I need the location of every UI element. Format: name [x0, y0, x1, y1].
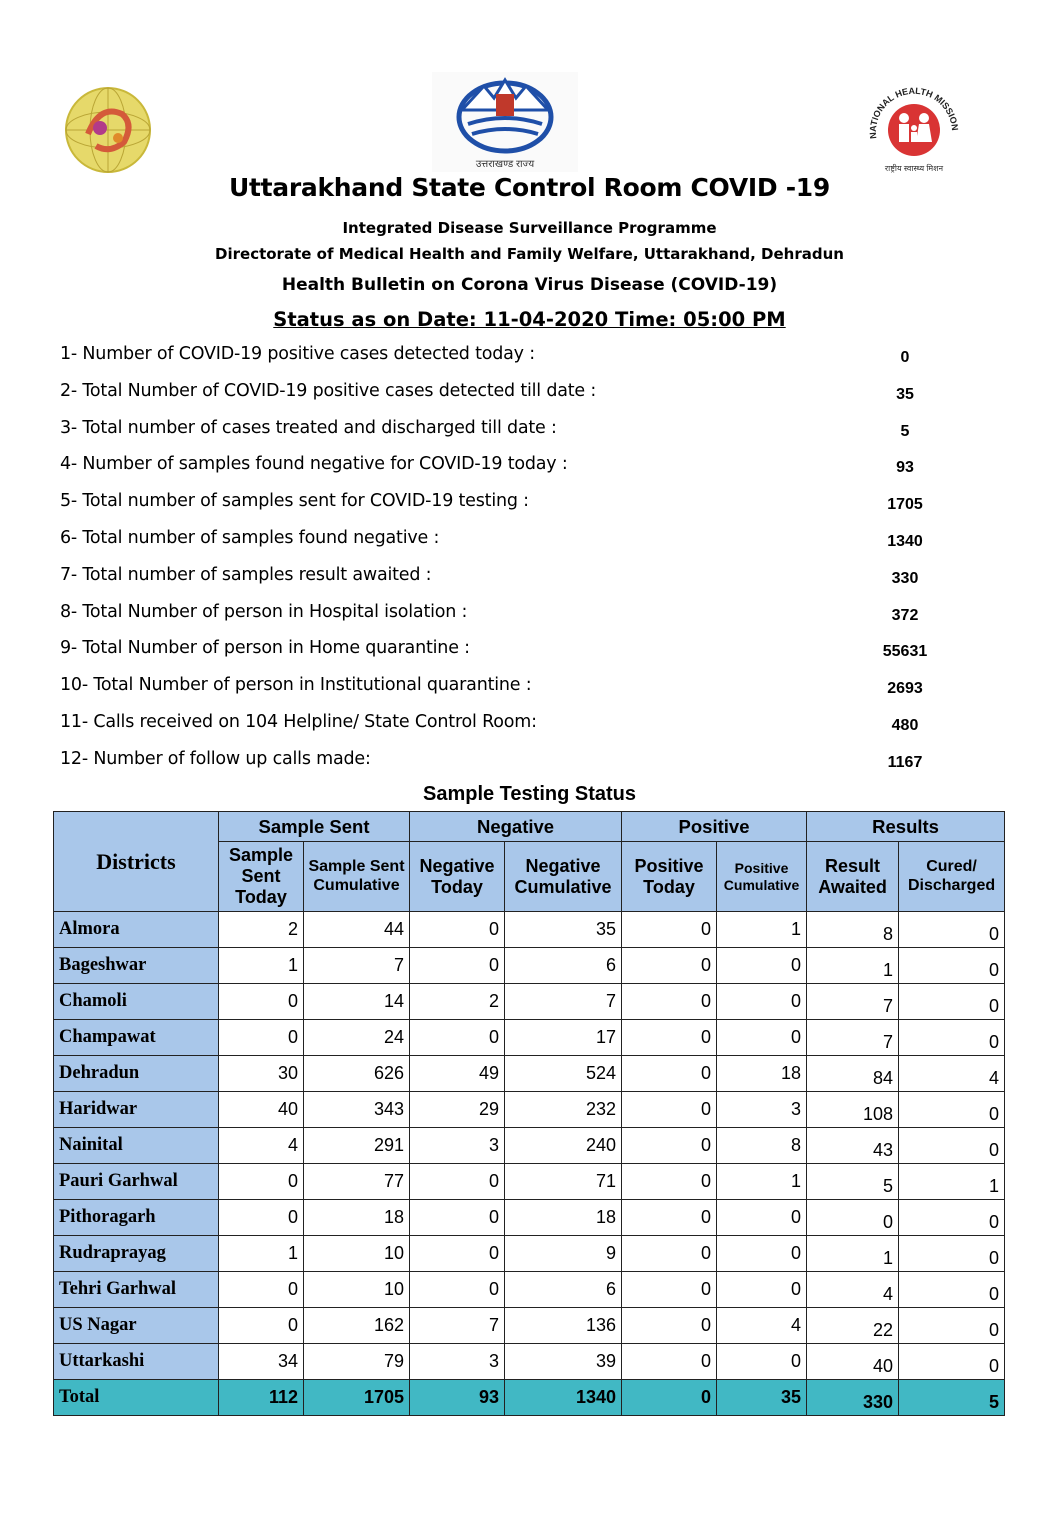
- stat-label: 4- Number of samples found negative for COVID-19 today :: [60, 454, 568, 475]
- table-cell: 2: [219, 912, 304, 948]
- table-cell: 330: [807, 1380, 899, 1416]
- subheader-cured-discharged: Cured/ Discharged: [899, 842, 1005, 912]
- subheader-sample-sent-today: Sample Sent Today: [219, 842, 304, 912]
- table-cell: 0: [622, 1200, 717, 1236]
- table-cell: 9: [505, 1236, 622, 1272]
- table-cell: 7: [410, 1308, 505, 1344]
- table-cell: 0: [717, 1236, 807, 1272]
- table-cell: 18: [717, 1056, 807, 1092]
- stat-value: 55631: [882, 643, 928, 661]
- table-cell: 1: [219, 948, 304, 984]
- district-name: Rudraprayag: [54, 1236, 219, 1272]
- subheader-negative-cumulative: Negative Cumulative: [505, 842, 622, 912]
- table-cell: 0: [622, 1020, 717, 1056]
- programme-line: Integrated Disease Surveillance Programme: [342, 219, 717, 237]
- table-cell: 3: [717, 1092, 807, 1128]
- table-cell: 626: [304, 1056, 410, 1092]
- table-cell: 40: [219, 1092, 304, 1128]
- table-cell: 49: [410, 1056, 505, 1092]
- subheader-positive-cumulative: Positive Cumulative: [717, 842, 807, 912]
- table-cell: 3: [410, 1344, 505, 1380]
- group-header-negative: Negative: [410, 812, 622, 842]
- table-cell: 0: [410, 1236, 505, 1272]
- stat-value: 35: [896, 385, 914, 403]
- stat-value: 5: [900, 422, 910, 440]
- table-cell: 2: [410, 984, 505, 1020]
- table-cell: 0: [622, 1236, 717, 1272]
- status-date-time: Status as on Date: 11-04-2020 Time: 05:00 PM: [273, 308, 786, 331]
- table-row: [54, 1056, 1005, 1092]
- table-cell: 39: [505, 1344, 622, 1380]
- district-name: Haridwar: [54, 1092, 219, 1128]
- table-cell: 0: [622, 1092, 717, 1128]
- district-name: Bageshwar: [54, 948, 219, 984]
- table-cell: 6: [505, 948, 622, 984]
- district-name: Uttarkashi: [54, 1344, 219, 1380]
- table-row: [54, 912, 1005, 948]
- uttarakhand-emblem: [432, 72, 578, 172]
- district-name: Nainital: [54, 1128, 219, 1164]
- table-cell: 1340: [505, 1380, 622, 1416]
- group-header-sample-sent: Sample Sent: [219, 812, 410, 842]
- table-cell: 162: [304, 1308, 410, 1344]
- stat-label: 6- Total number of samples found negative :: [60, 528, 440, 548]
- table-cell: 108: [807, 1092, 899, 1128]
- table-cell: 43: [807, 1128, 899, 1164]
- table-cell: 524: [505, 1056, 622, 1092]
- stat-value: 1167: [887, 753, 923, 771]
- table-cell: 0: [219, 1200, 304, 1236]
- table-cell: 0: [219, 1272, 304, 1308]
- table-cell: 7: [807, 984, 899, 1020]
- table-cell: 17: [505, 1020, 622, 1056]
- table-row: [54, 1308, 1005, 1344]
- table-row: [54, 1128, 1005, 1164]
- table-cell: 0: [622, 1380, 717, 1416]
- table-row: [54, 948, 1005, 984]
- table-cell: 0: [899, 1308, 1005, 1344]
- table-cell: 0: [899, 912, 1005, 948]
- district-name: Almora: [54, 912, 219, 948]
- table-cell: 1: [807, 1236, 899, 1272]
- table-row: [54, 1236, 1005, 1272]
- table-cell: 0: [622, 1056, 717, 1092]
- idsp-logo: [60, 84, 158, 176]
- table-cell: 0: [622, 1344, 717, 1380]
- table-cell: 77: [304, 1164, 410, 1200]
- table-cell: 0: [899, 948, 1005, 984]
- table-cell: 0: [410, 1020, 505, 1056]
- table-row: [54, 1272, 1005, 1308]
- subheader-result-awaited: Result Awaited: [807, 842, 899, 912]
- table-cell: 0: [717, 984, 807, 1020]
- table-body: [54, 912, 1005, 1416]
- table-cell: 0: [410, 1200, 505, 1236]
- table-cell: 1: [899, 1164, 1005, 1200]
- table-cell: 0: [219, 984, 304, 1020]
- table-row: [54, 1200, 1005, 1236]
- table-cell: 4: [717, 1308, 807, 1344]
- table-cell: 29: [410, 1092, 505, 1128]
- table-cell: 71: [505, 1164, 622, 1200]
- table-cell: 0: [807, 1200, 899, 1236]
- table-cell: 0: [622, 912, 717, 948]
- table-cell: 0: [899, 1272, 1005, 1308]
- table-cell: 0: [219, 1164, 304, 1200]
- stat-label: 1- Number of COVID-19 positive cases detected today :: [60, 344, 535, 364]
- district-name: Pithoragarh: [54, 1200, 219, 1236]
- stat-label: 8- Total Number of person in Hospital isolation :: [60, 601, 468, 622]
- status-line: [0, 308, 1059, 331]
- stat-label: 11- Calls received on 104 Helpline/ State Control Room:: [60, 712, 537, 732]
- table-cell: 24: [304, 1020, 410, 1056]
- table-cell: 0: [899, 1200, 1005, 1236]
- stat-value: 1340: [887, 533, 923, 550]
- district-name: Dehradun: [54, 1056, 219, 1092]
- table-cell: 0: [410, 1272, 505, 1308]
- stat-label: 12- Number of follow up calls made:: [60, 748, 371, 769]
- table-cell: 5: [899, 1380, 1005, 1416]
- table-cell: 0: [899, 984, 1005, 1020]
- district-name: Chamoli: [54, 984, 219, 1020]
- emblem-caption: उत्तराखण्ड राज्य: [475, 159, 535, 170]
- table-cell: 0: [899, 1236, 1005, 1272]
- stat-label: 9- Total Number of person in Home quarantine :: [60, 638, 470, 659]
- table-cell: 240: [505, 1128, 622, 1164]
- stat-label: 5- Total number of samples sent for COVID-19 testing :: [60, 491, 529, 512]
- table-cell: 0: [410, 948, 505, 984]
- stat-label: 2- Total Number of COVID-19 positive cases detected till date :: [60, 380, 597, 401]
- table-row: [54, 984, 1005, 1020]
- table-cell: 35: [505, 912, 622, 948]
- stat-value: 93: [896, 459, 914, 477]
- table-cell: 18: [505, 1200, 622, 1236]
- table-cell: 1705: [304, 1380, 410, 1416]
- table-cell: 0: [622, 1128, 717, 1164]
- table-cell: 7: [304, 948, 410, 984]
- table-cell: 5: [807, 1164, 899, 1200]
- table-cell: 0: [622, 1308, 717, 1344]
- table-cell: 0: [717, 948, 807, 984]
- table-title: Sample Testing Status: [422, 783, 636, 805]
- table-cell: 7: [807, 1020, 899, 1056]
- stat-label: 10- Total Number of person in Institutional quarantine :: [60, 675, 532, 696]
- table-cell: 0: [717, 1344, 807, 1380]
- table-cell: 1: [717, 912, 807, 948]
- table-cell: 0: [622, 984, 717, 1020]
- table-cell: 232: [505, 1092, 622, 1128]
- subheader-sample-sent-cumulative: Sample Sent Cumulative: [304, 842, 410, 912]
- subheader-negative-today: Negative Today: [410, 842, 505, 912]
- table-cell: 84: [807, 1056, 899, 1092]
- table-cell: 0: [899, 1344, 1005, 1380]
- table-cell: 112: [219, 1380, 304, 1416]
- table-cell: 0: [622, 1272, 717, 1308]
- stat-value: 1705: [887, 496, 923, 514]
- table-cell: 0: [717, 1020, 807, 1056]
- stat-value: 330: [891, 569, 919, 587]
- table-row: [54, 1164, 1005, 1200]
- nhm-caption: राष्ट्रीय स्वास्थ्य मिशन: [884, 164, 944, 173]
- table-cell: 0: [717, 1200, 807, 1236]
- group-header-results: Results: [807, 812, 1005, 842]
- page-title: Uttarakhand State Control Room COVID -19: [228, 173, 830, 202]
- directorate-line: Directorate of Medical Health and Family Welfare, Uttarakhand, Dehradun: [215, 245, 844, 263]
- table-cell: 0: [622, 948, 717, 984]
- table-cell: 343: [304, 1092, 410, 1128]
- total-label: Total: [54, 1380, 219, 1416]
- table-cell: 4: [219, 1128, 304, 1164]
- table-cell: 14: [304, 984, 410, 1020]
- table-cell: 0: [219, 1308, 304, 1344]
- table-row: [54, 1092, 1005, 1128]
- table-cell: 35: [717, 1380, 807, 1416]
- table-cell: 0: [410, 912, 505, 948]
- table-cell: 8: [807, 912, 899, 948]
- district-name: US Nagar: [54, 1308, 219, 1344]
- table-cell: 4: [807, 1272, 899, 1308]
- total-row: [54, 1380, 1005, 1416]
- table-cell: 1: [219, 1236, 304, 1272]
- bulletin-line: Health Bulletin on Corona Virus Disease (COVID-19): [281, 275, 778, 295]
- stat-value: 0: [900, 349, 910, 366]
- table-cell: 7: [505, 984, 622, 1020]
- stat-value: 480: [891, 717, 919, 734]
- stat-label: 3- Total number of cases treated and discharged till date :: [60, 417, 557, 438]
- stat-value: 372: [891, 606, 919, 624]
- district-name: Tehri Garhwal: [54, 1272, 219, 1308]
- table-cell: 30: [219, 1056, 304, 1092]
- table-cell: 0: [899, 1020, 1005, 1056]
- table-cell: 1: [717, 1164, 807, 1200]
- district-name: Champawat: [54, 1020, 219, 1056]
- table-cell: 18: [304, 1200, 410, 1236]
- stat-label: 7- Total number of samples result awaited :: [60, 564, 432, 585]
- nhm-ring-text: NATIONAL HEALTH MISSION: [867, 85, 961, 140]
- table-cell: 93: [410, 1380, 505, 1416]
- table-row: [54, 1344, 1005, 1380]
- table-cell: 0: [622, 1164, 717, 1200]
- table-cell: 10: [304, 1236, 410, 1272]
- table-cell: 1: [807, 948, 899, 984]
- table-row: [54, 1020, 1005, 1056]
- table-cell: 0: [219, 1020, 304, 1056]
- table-cell: 79: [304, 1344, 410, 1380]
- district-name: Pauri Garhwal: [54, 1164, 219, 1200]
- table-cell: 0: [899, 1128, 1005, 1164]
- table-cell: 136: [505, 1308, 622, 1344]
- table-cell: 291: [304, 1128, 410, 1164]
- table-cell: 0: [899, 1092, 1005, 1128]
- sample-testing-table: [53, 811, 1005, 1416]
- table-cell: 44: [304, 912, 410, 948]
- table-cell: 4: [899, 1056, 1005, 1092]
- table-cell: 40: [807, 1344, 899, 1380]
- table-cell: 8: [717, 1128, 807, 1164]
- districts-header: Districts: [54, 812, 219, 912]
- table-cell: 34: [219, 1344, 304, 1380]
- nhm-logo: [864, 84, 964, 176]
- subheader-positive-today: Positive Today: [622, 842, 717, 912]
- table-cell: 10: [304, 1272, 410, 1308]
- table-cell: 6: [505, 1272, 622, 1308]
- table-cell: 3: [410, 1128, 505, 1164]
- table-cell: 22: [807, 1308, 899, 1344]
- table-cell: 0: [717, 1272, 807, 1308]
- table-cell: 0: [410, 1164, 505, 1200]
- group-header-positive: Positive: [622, 812, 807, 842]
- stat-value: 2693: [887, 680, 923, 698]
